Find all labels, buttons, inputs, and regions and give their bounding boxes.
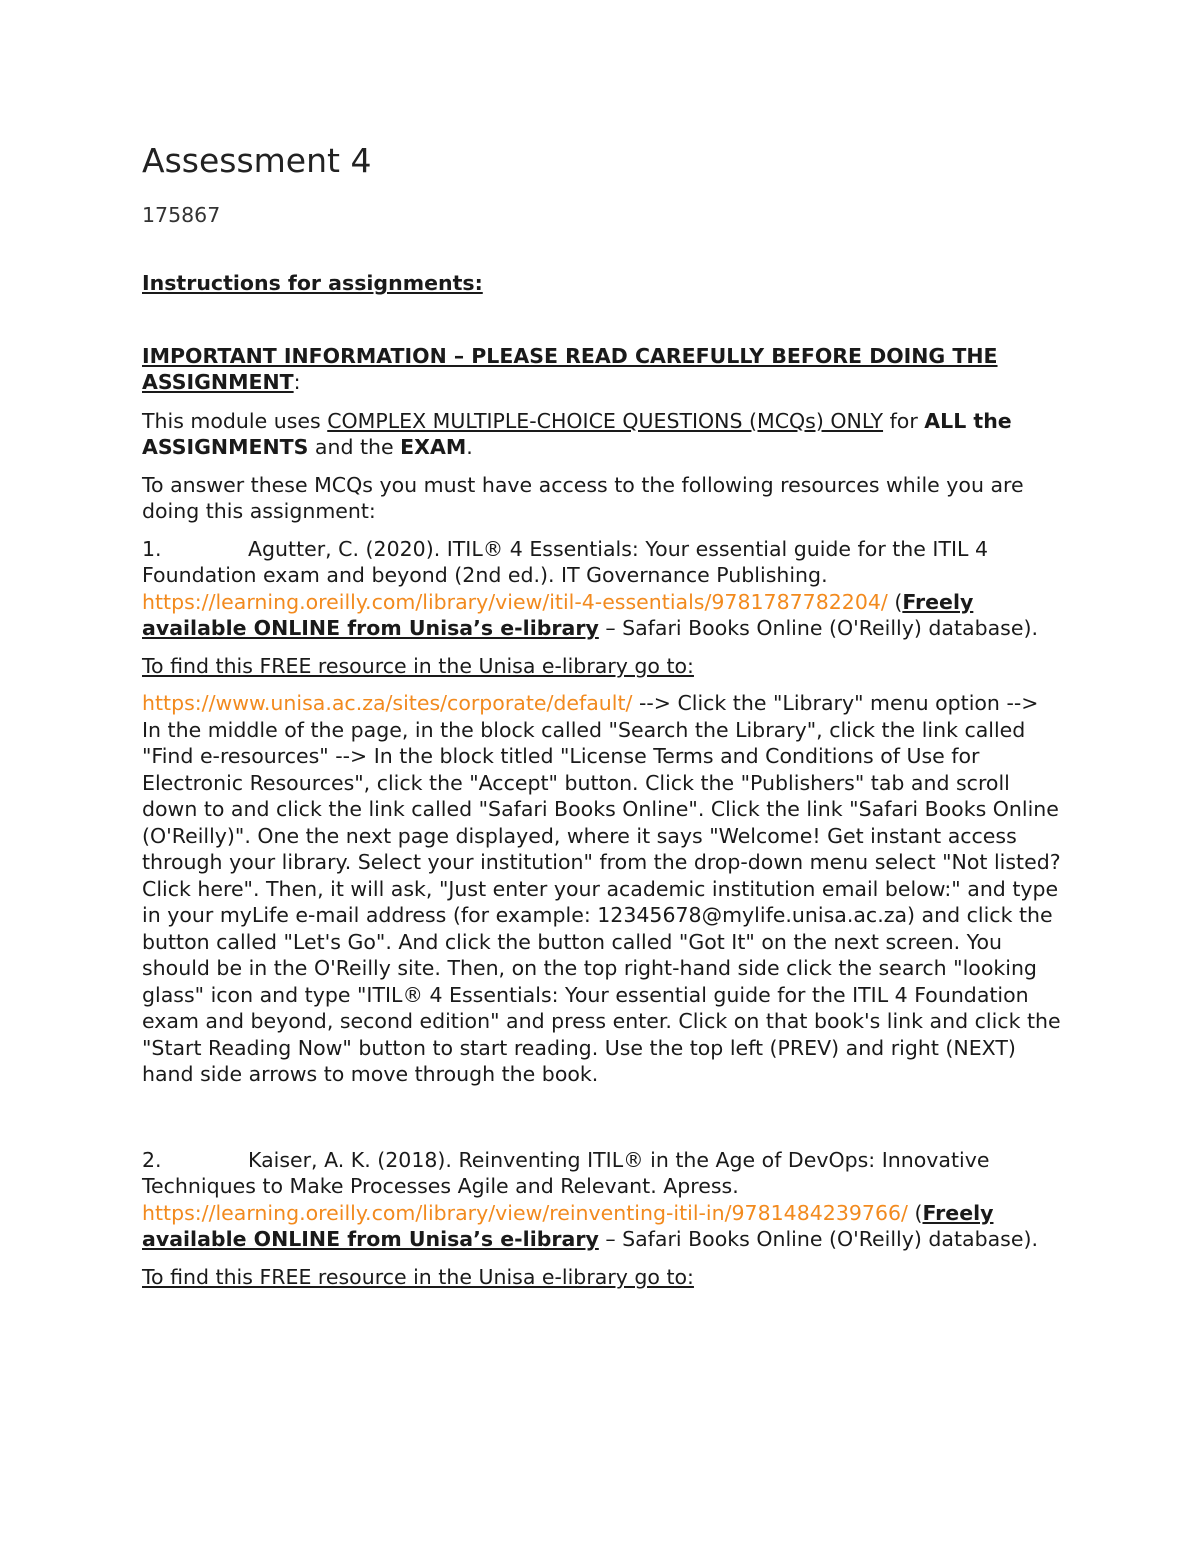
reference-2-number: 2. xyxy=(142,1147,162,1172)
reference-2-availability: Freely available ONLINE from Unisa’s e-library xyxy=(142,1200,994,1251)
reference-1 xyxy=(142,536,1062,642)
important-colon: : xyxy=(293,370,301,394)
reference-1-text: Agutter, C. (2020). ITIL® 4 Essentials: Your essential guide for the ITIL 4 Foundation exam and beyond (2nd ed.). IT Governance Publishing. xyxy=(142,536,989,587)
module-text-1: This module uses xyxy=(142,408,328,433)
reference-1-link[interactable]: https://learning.oreilly.com/library/view/itil-4-essentials/9781787782204/ xyxy=(142,589,888,614)
document-number: 175867 xyxy=(142,203,221,227)
library-steps-text: --> Click the "Library" menu option --> In the middle of the page, in the block called "Search the Library", click the link called "Find e-resources" --> In the block titled "License Terms and Conditions of Use for Electronic Resources", click the "Accept" button. Click the "Publishers" tab and scroll down to and click the link called "Safari Books Online". Click the link "Safari Books Online (O'Reilly)". One the next page displayed, where it says "Welcome! Get instant access through your library. Select your institution" from the drop-down menu select "Not listed? Click here". Then, it will ask, "Just enter your academic institution email below:" and type in your myLife e-mail address (for example: 12345678@mylife.unisa.ac.za) and click the button called "Let's Go". And click the button called "Got It" on the next screen. You should be in the O'Reilly site. Then, on the top right-hand side click the search "looking glass" icon and type "ITIL® 4 Essentials: Your essential guide for the ITIL 4 Foundation exam and beyond, second edition" and press enter. Click on that book's link and click the "Start Reading Now" button to start reading. Use the top left (PREV) and right (NEXT) hand side arrows to move through the book. xyxy=(142,691,1061,1086)
reference-1-tail: – Safari Books Online (O'Reilly) database). xyxy=(598,616,1038,640)
reference-2-tail: – Safari Books Online (O'Reilly) database). xyxy=(598,1227,1038,1251)
reference-1-open-paren: ( xyxy=(887,589,903,614)
important-heading: IMPORTANT INFORMATION – PLEASE READ CAREFULLY BEFORE DOING THE ASSIGNMENT xyxy=(142,343,998,394)
reference-2-open-paren: ( xyxy=(907,1200,923,1225)
module-text-2: for xyxy=(883,408,925,433)
reference-2-link[interactable]: https://learning.oreilly.com/library/view/reinventing-itil-in/9781484239766/ xyxy=(142,1200,908,1225)
important-paragraph xyxy=(142,343,1062,396)
find-resource-heading-2: To find this FREE resource in the Unisa e-library go to: xyxy=(142,1264,694,1289)
instructions-heading: Instructions for assignments: xyxy=(142,271,483,295)
resources-paragraph: To answer these MCQs you must have access to the following resources while you are doing this assignment: xyxy=(142,472,1024,523)
reference-2 xyxy=(142,1147,1062,1253)
reference-2-text: Kaiser, A. K. (2018). Reinventing ITIL® in the Age of DevOps: Innovative Techniques to Make Processes Agile and Relevant. Apress. xyxy=(142,1147,990,1198)
module-text-3: and the xyxy=(308,435,401,459)
all-assignments-emphasis: ALL the ASSIGNMENTS xyxy=(142,408,1012,459)
library-steps-paragraph xyxy=(142,690,1062,1088)
find-resource-heading-1: To find this FREE resource in the Unisa e-library go to: xyxy=(142,653,694,678)
paragraph-gap xyxy=(142,1099,1062,1147)
module-text-4: . xyxy=(466,435,473,459)
document-content xyxy=(142,140,1062,1301)
unisa-link[interactable]: https://www.unisa.ac.za/sites/corporate/default/ xyxy=(142,691,633,715)
module-paragraph xyxy=(142,408,1062,461)
document-title: Assessment 4 xyxy=(142,141,372,180)
exam-emphasis: EXAM xyxy=(400,435,467,459)
mcq-emphasis: COMPLEX MULTIPLE-CHOICE QUESTIONS (MCQs) ONLY xyxy=(327,408,884,433)
reference-1-availability: Freely available ONLINE from Unisa’s e-library xyxy=(142,589,974,640)
reference-1-number: 1. xyxy=(142,536,162,561)
